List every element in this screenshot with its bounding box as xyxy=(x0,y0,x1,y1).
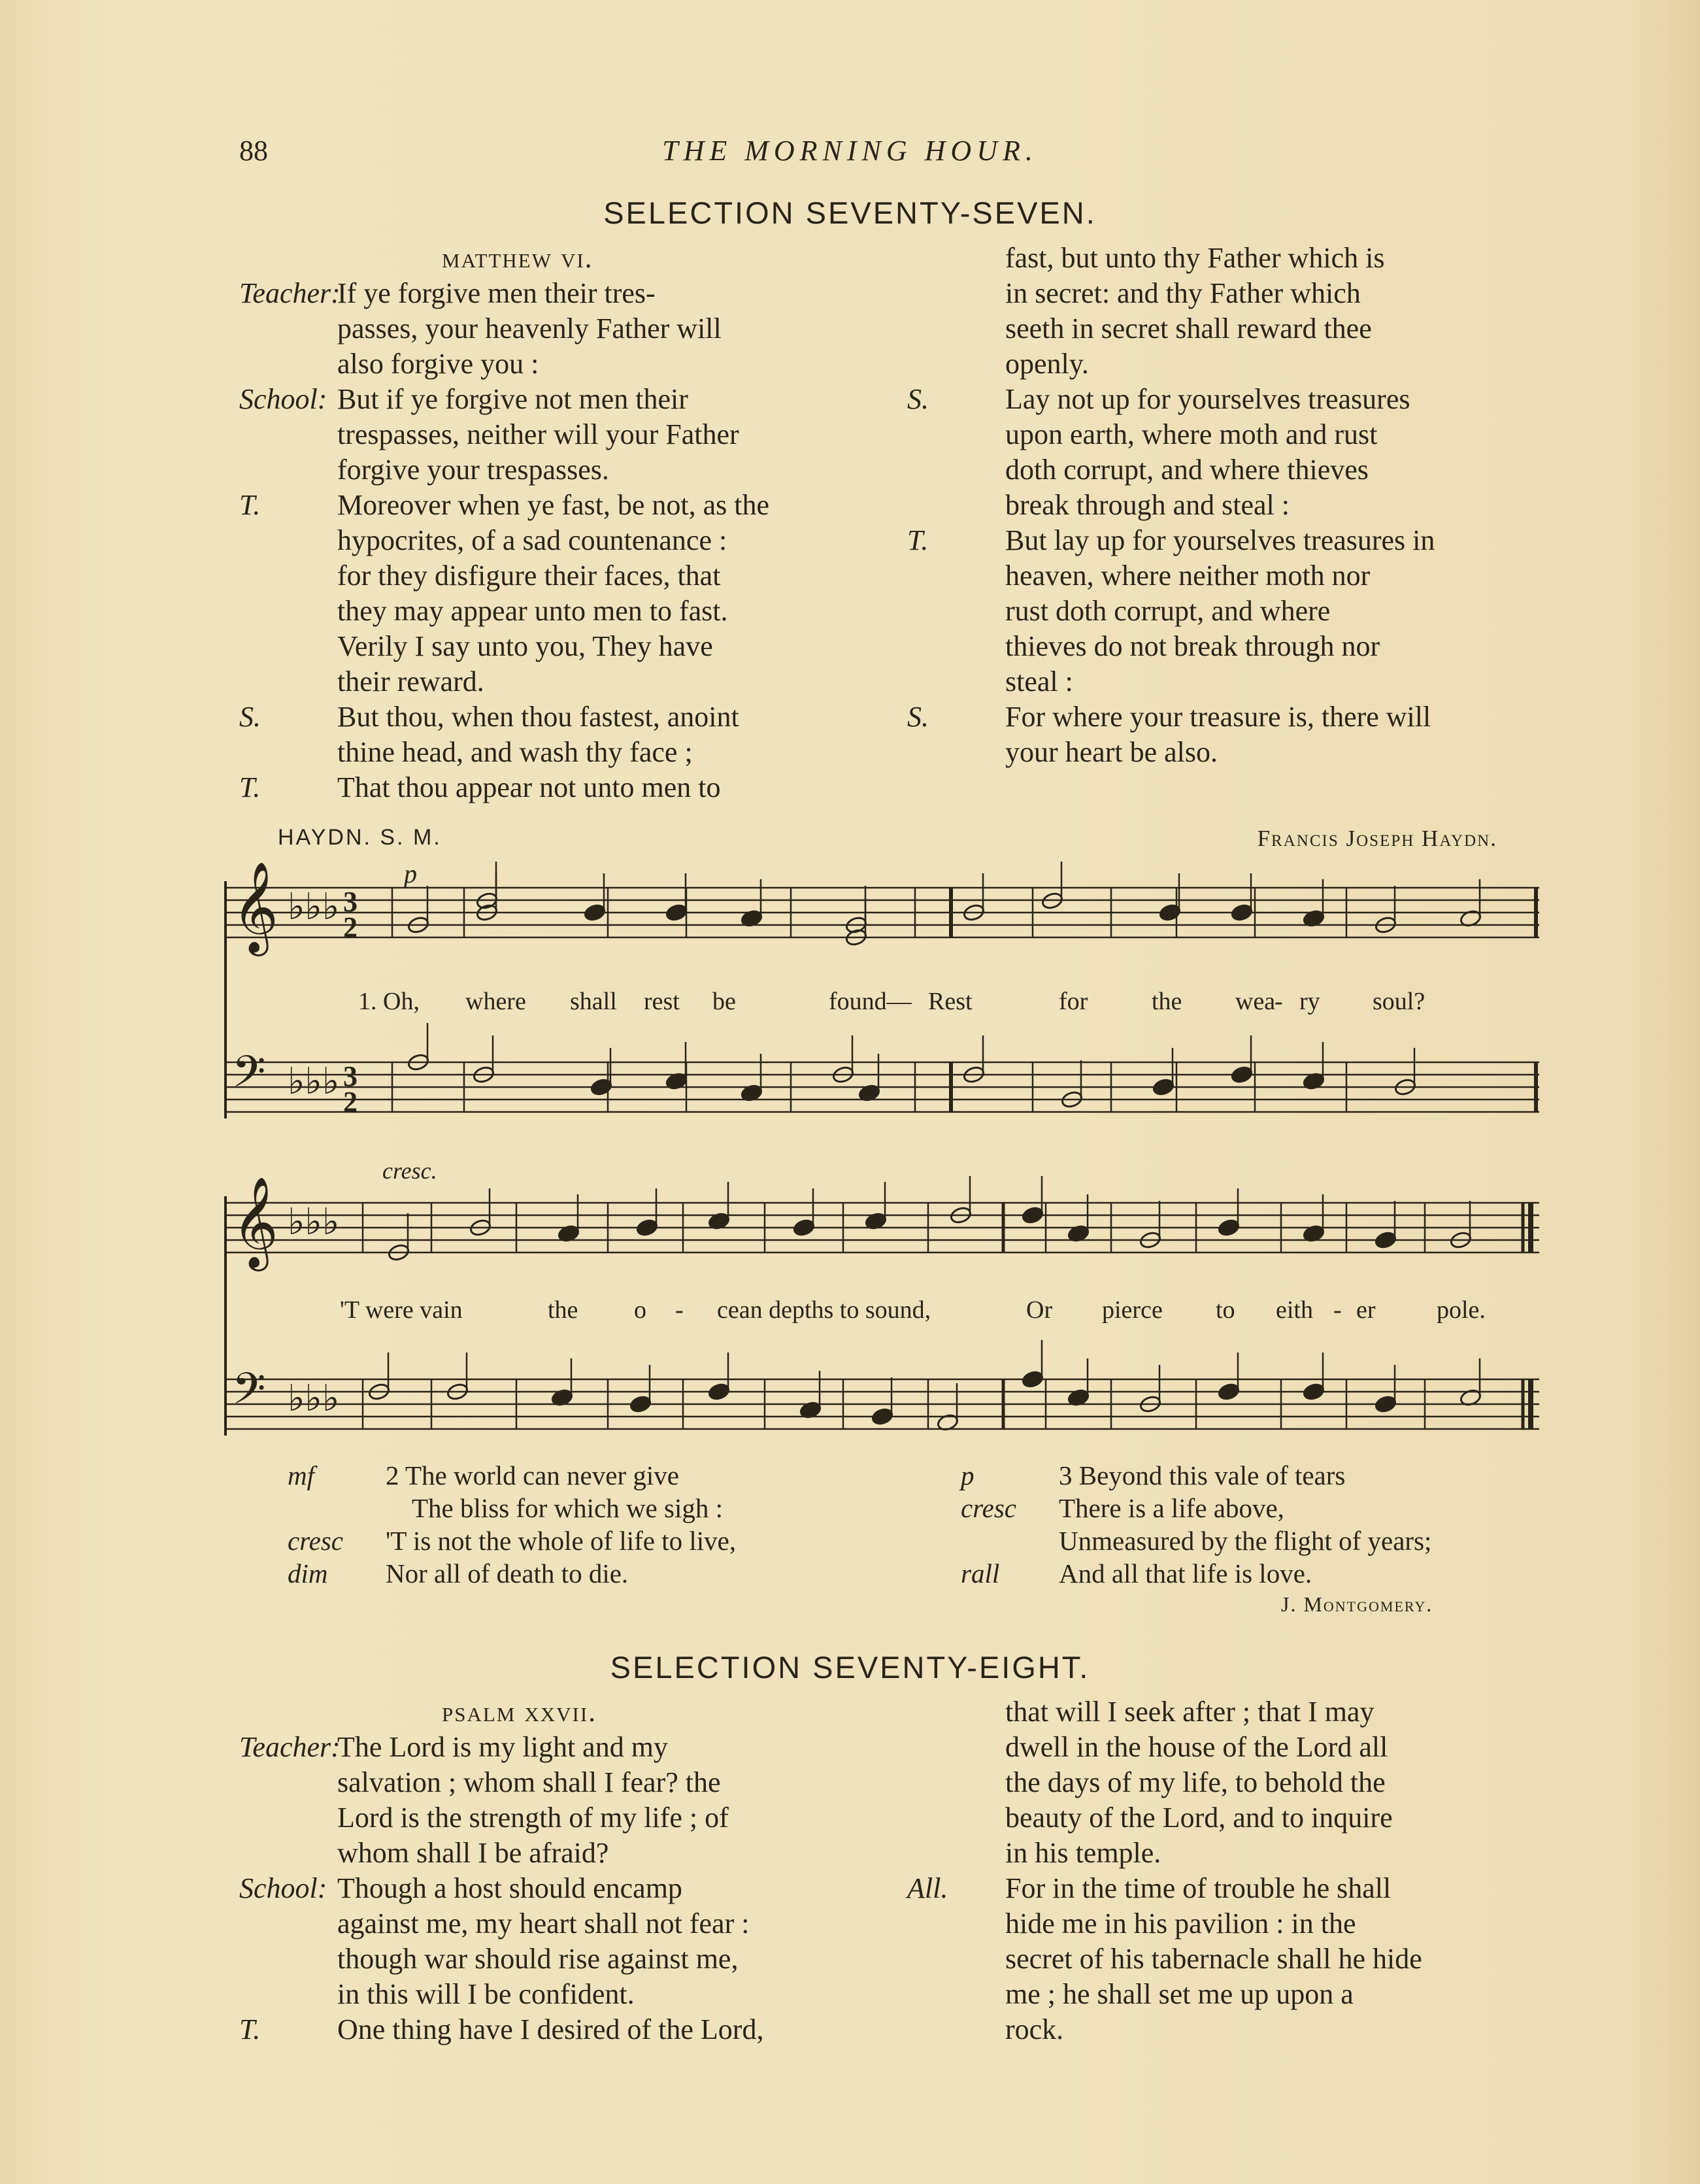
lyric-syllable: ry xyxy=(1299,988,1320,1015)
text-line: dwell in the house of the Lord all xyxy=(1005,1731,1388,1763)
verse-text: The bliss for which we sigh : xyxy=(412,1493,723,1523)
note-head xyxy=(1158,903,1181,922)
text-line: for they disfigure their faces, that xyxy=(337,560,721,592)
time-signature-icon: 2 xyxy=(343,911,358,943)
speaker-label: S. xyxy=(907,701,929,733)
text-line: their reward. xyxy=(337,665,484,697)
speaker-label: All. xyxy=(907,1872,948,1904)
lyric-syllable: wea xyxy=(1235,988,1276,1015)
note-head xyxy=(792,1218,815,1237)
text-line: For in the time of trouble he shall xyxy=(1005,1872,1392,1904)
note-head xyxy=(583,903,606,922)
text-line: in his temple. xyxy=(1005,1837,1161,1869)
text-line: Though a host should encamp xyxy=(337,1872,682,1904)
text-line: But thou, when thou fastest, anoint xyxy=(337,701,739,733)
note-head xyxy=(629,1394,652,1413)
lyric-syllable: cean depths to sound, xyxy=(717,1296,931,1324)
text-line: That thou appear not unto men to xyxy=(337,771,721,803)
text-line: steal : xyxy=(1005,665,1073,697)
verse-line xyxy=(961,1557,1549,1590)
lyric-syllable: - xyxy=(1333,1296,1342,1324)
speaker-label: School: xyxy=(239,383,327,415)
selection-77-title: SELECTION SEVENTY-SEVEN. xyxy=(603,195,1097,230)
note-head xyxy=(1152,1077,1175,1096)
text-line: me ; he shall set me up upon a xyxy=(1005,1978,1354,2010)
text-line: also forgive you : xyxy=(337,348,539,380)
scripture-reference: psalm xxvii. xyxy=(442,1696,597,1728)
lyric-syllable: shall xyxy=(570,988,617,1015)
key-signature-flats-icon: ♭♭♭ xyxy=(288,1377,340,1420)
lyric-syllable: found— xyxy=(829,988,912,1015)
verse-text: Nor all of death to die. xyxy=(386,1558,629,1588)
text-line: the days of my life, to behold the xyxy=(1005,1766,1386,1798)
reading-entry xyxy=(907,1871,1544,2047)
reading-entry xyxy=(239,2012,873,2047)
speaker-label: T. xyxy=(907,524,929,556)
tune-name: HAYDN. S. M. xyxy=(278,825,442,850)
speaker-label: T. xyxy=(239,489,261,521)
dynamic-mark: dim xyxy=(288,1558,328,1588)
lyric-syllable: eith xyxy=(1276,1296,1313,1324)
speaker-label: School: xyxy=(239,1872,327,1904)
speaker-label: T. xyxy=(239,2013,261,2045)
lyric-syllable: Or xyxy=(1026,1296,1053,1324)
verse-2 xyxy=(288,1459,876,1590)
note-head xyxy=(1021,1205,1044,1224)
verse-text: 2 The world can never give xyxy=(386,1460,679,1490)
verse-text: 3 Beyond this vale of tears xyxy=(1059,1460,1346,1490)
dynamic-piano: p xyxy=(404,859,417,888)
note-head xyxy=(871,1407,893,1426)
bass-clef-icon: 𝄢 xyxy=(232,1364,266,1424)
reading-entry xyxy=(239,1871,873,2012)
lyric-syllable: o xyxy=(634,1296,646,1324)
note-head xyxy=(1374,1394,1397,1413)
text-line: One thing have I desired of the Lord, xyxy=(337,2013,764,2045)
reading-entry xyxy=(239,1730,873,1871)
lyric-syllable: pole. xyxy=(1437,1296,1486,1324)
lyric-syllable: er xyxy=(1356,1296,1376,1324)
text-line: Lay not up for yourselves treasures xyxy=(1005,383,1410,415)
text-line: thine head, and wash thy face ; xyxy=(337,736,693,768)
selection-78-right-column xyxy=(907,1694,1544,2047)
bass-clef-icon: 𝄢 xyxy=(232,1047,266,1107)
composer: Francis Joseph Haydn. xyxy=(1257,826,1497,851)
note-head xyxy=(707,1382,730,1401)
scripture-reference: matthew vi. xyxy=(442,242,593,274)
text-line: that will I seek after ; that I may xyxy=(1005,1696,1375,1728)
note-head xyxy=(1217,1382,1240,1401)
text-line: they may appear unto men to fast. xyxy=(337,595,728,627)
lyric-syllable: where xyxy=(465,988,526,1015)
note-head xyxy=(1021,1369,1044,1388)
text-line: hide me in his pavilion : in the xyxy=(1005,1907,1356,1940)
text-line: salvation ; whom shall I fear? the xyxy=(337,1766,721,1798)
lyric-syllable: to xyxy=(1216,1296,1235,1324)
time-signature-icon: 3 xyxy=(343,1060,358,1092)
lyric-syllable: - xyxy=(1275,988,1283,1015)
selection-78-left-column xyxy=(239,1694,873,2047)
note-head xyxy=(1217,1218,1240,1237)
text-line: rust doth corrupt, and where xyxy=(1005,595,1331,627)
verse-line xyxy=(288,1492,876,1524)
text-line: whom shall I be afraid? xyxy=(337,1837,609,1869)
text-line: in this will I be confident. xyxy=(337,1978,635,2010)
lyric-syllable: 'T were vain xyxy=(340,1296,463,1324)
key-signature-flats-icon: ♭♭♭ xyxy=(288,1201,340,1243)
text-line: Lord is the strength of my life ; of xyxy=(337,1802,729,1834)
note-head xyxy=(1302,1382,1325,1401)
dynamic-mark: cresc xyxy=(961,1493,1016,1523)
verse-3 xyxy=(961,1459,1549,1590)
text-line: heaven, where neither moth nor xyxy=(1005,560,1371,592)
text-line: seeth in secret shall reward thee xyxy=(1005,312,1372,344)
text-line: break through and steal : xyxy=(1005,489,1290,521)
note-head xyxy=(635,1218,658,1237)
text-line: For where your treasure is, there will xyxy=(1005,701,1431,733)
dynamic-mark: cresc xyxy=(288,1526,343,1556)
speaker-label: T. xyxy=(239,771,261,803)
text-line: thieves do not break through nor xyxy=(1005,630,1380,662)
lyric-syllable: the xyxy=(548,1296,578,1324)
text-line: openly. xyxy=(1005,348,1089,380)
reading-entry xyxy=(907,1694,1544,1871)
verse-text: And all that life is love. xyxy=(1059,1558,1312,1588)
crescendo-mark: cresc. xyxy=(382,1158,437,1184)
hymn-author: J. Montgomery. xyxy=(1281,1592,1433,1616)
time-signature-icon: 3 xyxy=(343,886,358,918)
page-number: 88 xyxy=(239,135,268,167)
lyric-syllable: 1. Oh, xyxy=(358,988,420,1015)
text-line: The Lord is my light and my xyxy=(337,1731,668,1763)
speaker-label: Teacher: xyxy=(239,277,341,309)
text-line: rock. xyxy=(1005,2013,1064,2045)
text-line: hypocrites, of a sad countenance : xyxy=(337,524,727,556)
speaker-label: S. xyxy=(907,383,929,415)
text-line: though war should rise against me, xyxy=(337,1943,739,1975)
verse-line xyxy=(961,1459,1549,1492)
speaker-label: S. xyxy=(239,701,261,733)
text-line: But if ye forgive not men their xyxy=(337,383,688,415)
dynamic-mark: rall xyxy=(961,1558,1000,1588)
lyric-syllable: Rest xyxy=(928,988,973,1015)
selection-78-title: SELECTION SEVENTY-EIGHT. xyxy=(610,1650,1090,1685)
lyric-syllable: pierce xyxy=(1102,1296,1163,1324)
text-line: Moreover when ye fast, be not, as the xyxy=(337,489,770,521)
text-line: passes, your heavenly Father will xyxy=(337,312,722,344)
text-line: upon earth, where moth and rust xyxy=(1005,418,1378,450)
note-head xyxy=(665,903,688,922)
lyric-syllable: rest xyxy=(644,988,680,1015)
text-line: fast, but unto thy Father which is xyxy=(1005,242,1385,274)
text-line: secret of his tabernacle shall he hide xyxy=(1005,1943,1422,1975)
final-bar xyxy=(1528,1203,1533,1252)
verse-line xyxy=(288,1459,876,1492)
text-line: But lay up for yourselves treasures in xyxy=(1005,524,1435,556)
text-line: against me, my heart shall not fear : xyxy=(337,1907,750,1940)
verse-text: 'T is not the whole of life to live, xyxy=(386,1526,737,1556)
text-line: beauty of the Lord, and to inquire xyxy=(1005,1802,1393,1834)
running-title: THE MORNING HOUR. xyxy=(662,135,1038,167)
note-head xyxy=(1230,1065,1253,1084)
dynamic-mark: mf xyxy=(288,1460,314,1490)
note-head xyxy=(1374,1230,1397,1249)
lyric-syllable: be xyxy=(712,988,736,1015)
final-bar xyxy=(1528,1379,1533,1429)
lyric-syllable: the xyxy=(1152,988,1182,1015)
treble-clef-icon: 𝄞 xyxy=(232,862,278,952)
speaker-label: Teacher: xyxy=(239,1731,341,1763)
lyric-syllable: - xyxy=(675,1296,684,1324)
text-line: your heart be also. xyxy=(1005,736,1218,768)
lyric-syllable: for xyxy=(1059,988,1088,1015)
verse-line xyxy=(961,1524,1549,1557)
time-signature-icon: 2 xyxy=(343,1086,358,1118)
text-line: trespasses, neither will your Father xyxy=(337,418,739,450)
text-line: Verily I say unto you, They have xyxy=(337,630,713,662)
note-head xyxy=(1230,903,1253,922)
text-line: If ye forgive men their tres- xyxy=(337,277,656,309)
text-line: in secret: and thy Father which xyxy=(1005,277,1361,309)
treble-clef-icon: 𝄞 xyxy=(232,1177,278,1268)
key-signature-flats-icon: ♭♭♭ xyxy=(288,886,340,928)
verse-line xyxy=(288,1524,876,1557)
text-line: doth corrupt, and where thieves xyxy=(1005,454,1369,486)
lyric-syllable: soul? xyxy=(1373,988,1425,1015)
note-head xyxy=(590,1077,612,1096)
key-signature-flats-icon: ♭♭♭ xyxy=(288,1060,340,1103)
text-line: forgive your trespasses. xyxy=(337,454,609,486)
verse-text: Unmeasured by the flight of years; xyxy=(1059,1526,1432,1556)
verse-line xyxy=(961,1492,1549,1524)
verse-line xyxy=(288,1557,876,1590)
verse-text: There is a life above, xyxy=(1059,1493,1284,1523)
dynamic-mark: p xyxy=(961,1460,975,1490)
